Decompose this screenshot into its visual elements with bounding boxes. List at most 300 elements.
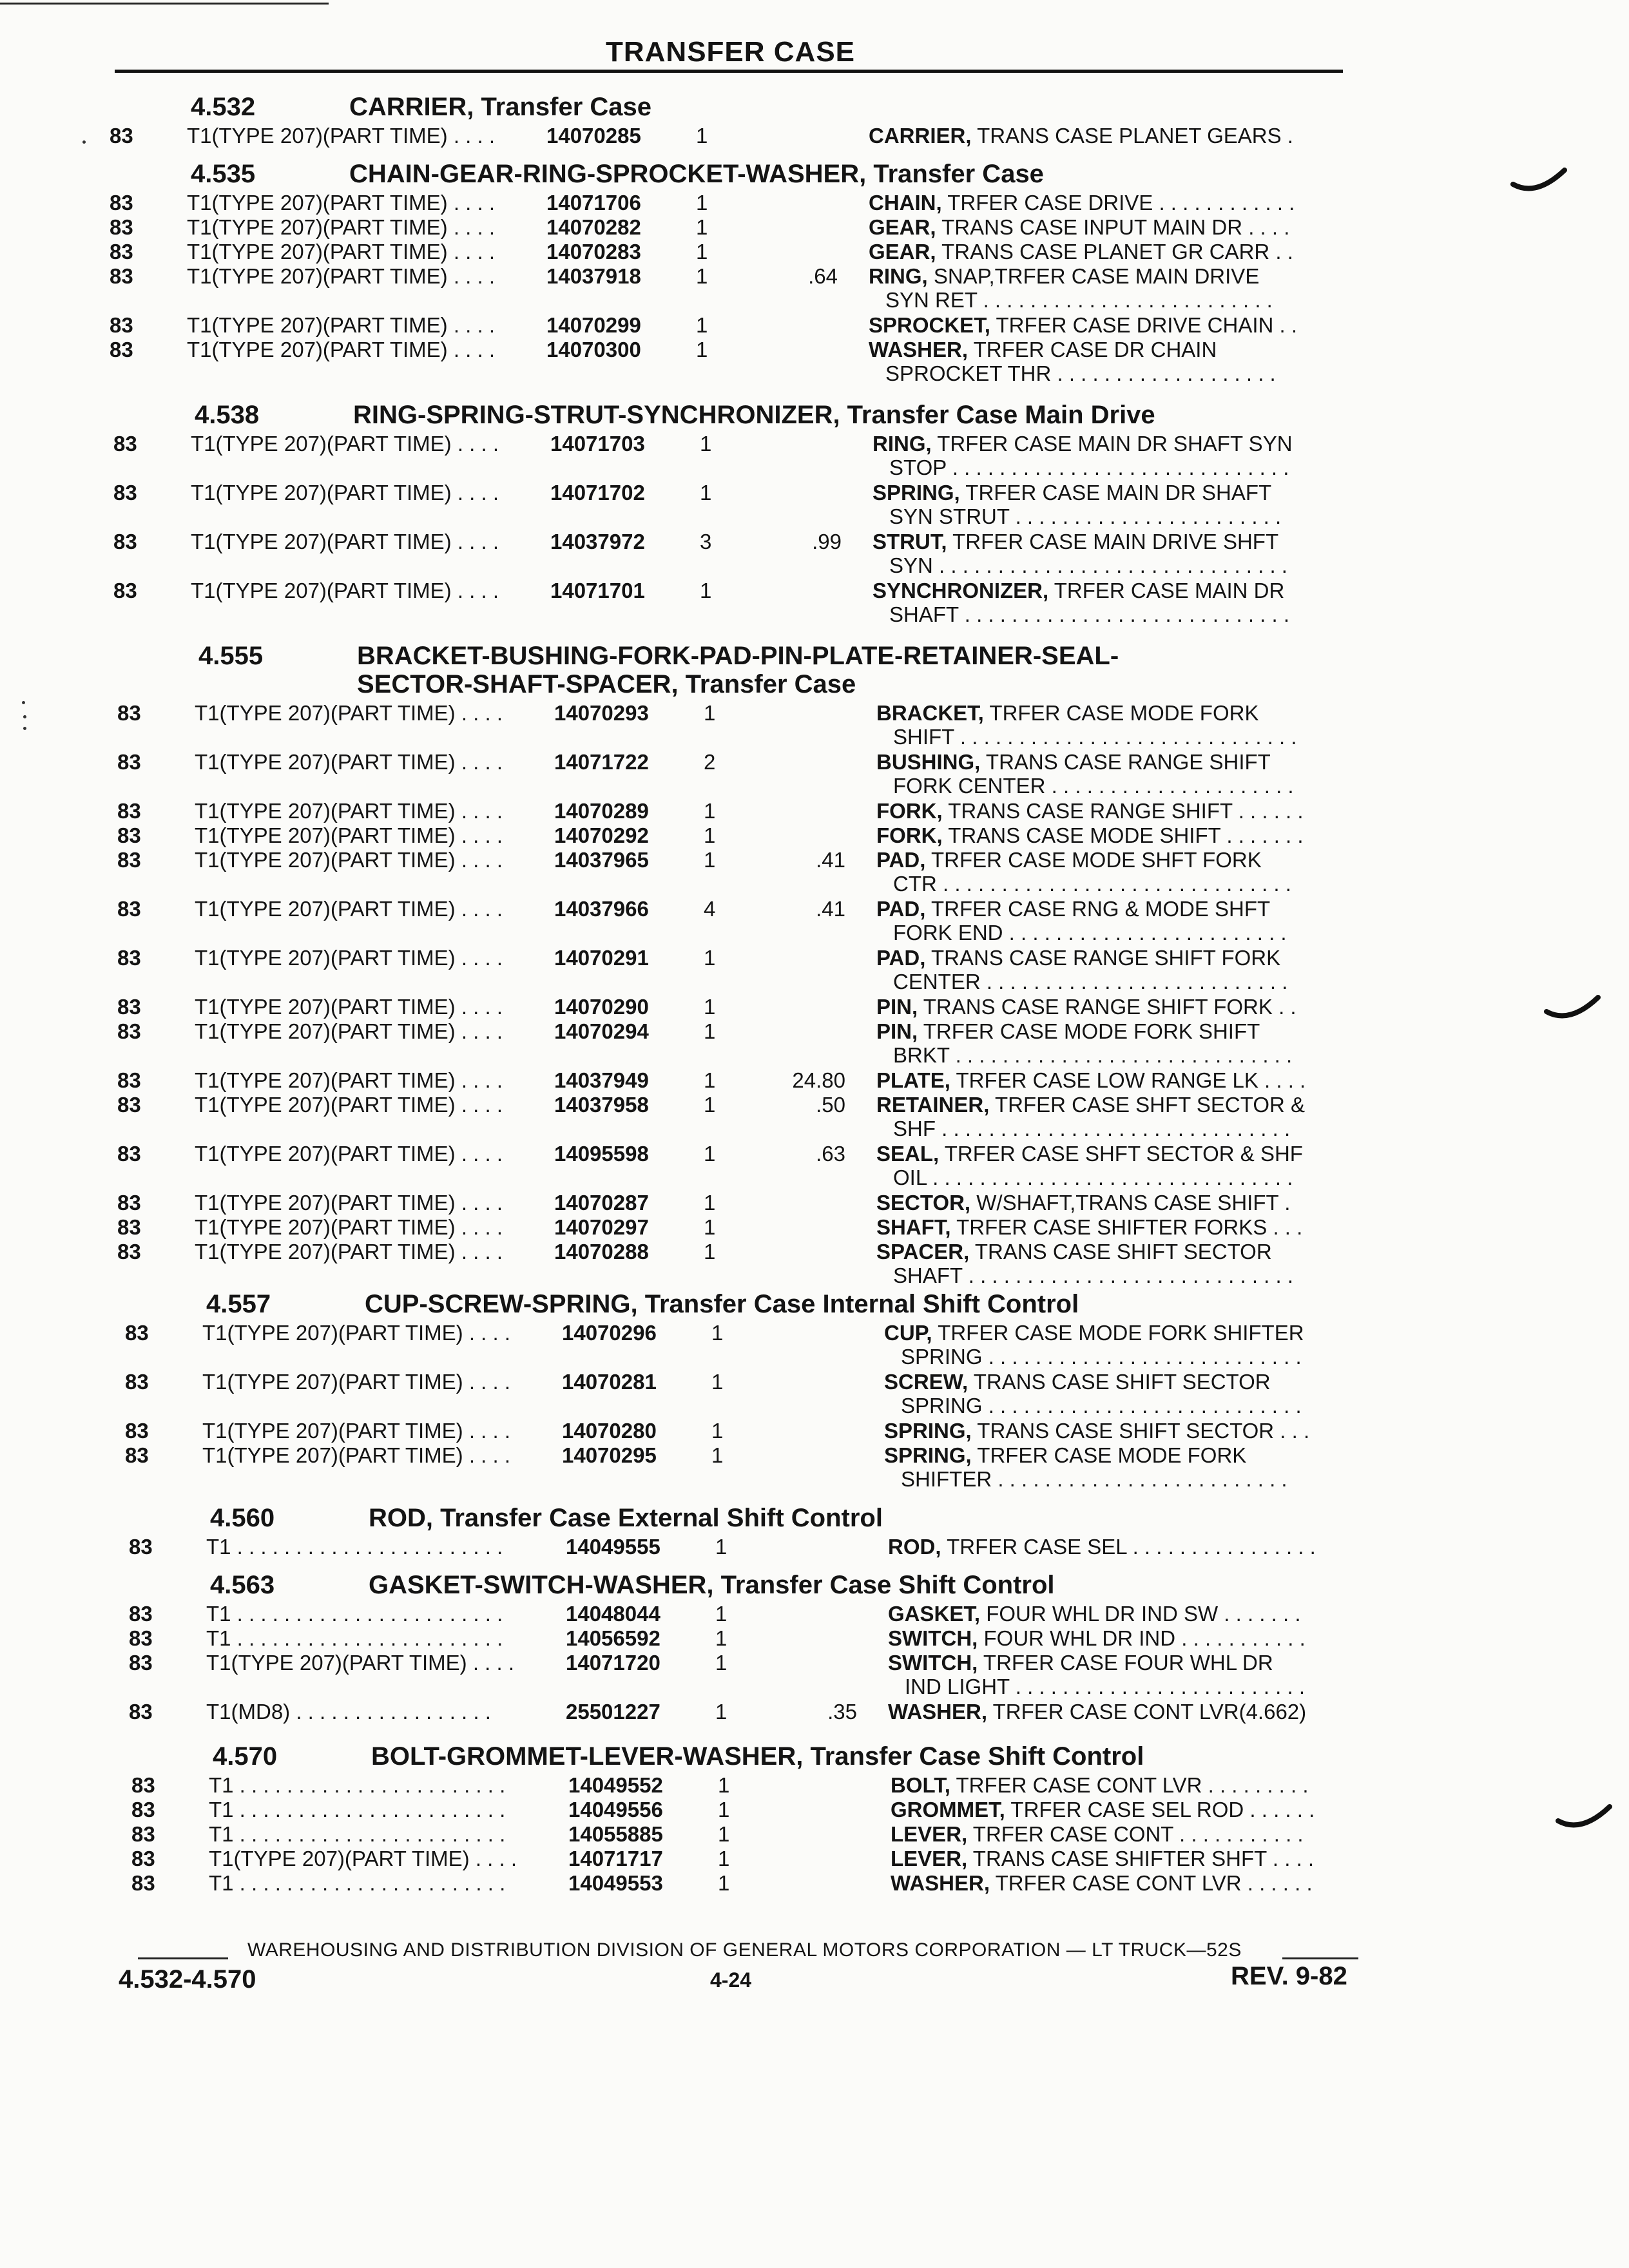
part-name: SPROCKET, [869,313,990,337]
part-name: GEAR, [869,215,936,239]
part-number: 14070287 [554,1191,649,1215]
part-description [891,1798,1369,1821]
quantity: 1 [696,240,708,264]
section-number: 4.560 [210,1504,275,1532]
quantity: 1 [696,124,708,148]
model-code: T1(TYPE 207)(PART TIME) . . . . [202,1321,511,1345]
quantity: 1 [700,579,712,602]
part-description-line1: TRANS CASE SHIFT SECTOR . . . [977,1419,1310,1443]
model-year: 83 [113,530,137,553]
part-name: PAD, [876,848,926,872]
part-description-line2: SHAFT . . . . . . . . . . . . . . . . . . . . . . . . . . . . [893,1264,1294,1287]
section-title: BOLT-GROMMET-LEVER-WASHER, Transfer Case Shift Control [371,1742,1144,1771]
quantity: 1 [696,191,708,215]
part-number: 14071717 [568,1847,663,1870]
part-description [876,799,1354,823]
model-year: 83 [117,946,141,970]
part-description [872,481,1351,505]
model-code: T1(TYPE 207)(PART TIME) . . . . [187,240,496,264]
part-description [888,1626,1366,1650]
model-code: T1(TYPE 207)(PART TIME) . . . . [195,750,503,774]
part-description [872,432,1351,456]
model-year: 83 [129,1651,153,1675]
quantity: 4 [704,897,716,921]
quantity: 1 [704,1068,716,1092]
unit-price: .64 [808,264,838,288]
section-number: 4.570 [213,1742,278,1771]
part-name: PIN, [876,1019,918,1043]
model-year: 83 [125,1443,149,1467]
part-description [876,1019,1354,1043]
part-description-line1: TRFER CASE CONT LVR . . . . . . [995,1871,1313,1895]
unit-price: 24.80 [792,1068,845,1092]
quantity: 1 [711,1443,724,1467]
model-code: T1 . . . . . . . . . . . . . . . . . . . . . . . [206,1535,503,1559]
model-code: T1(TYPE 207)(PART TIME) . . . . [187,313,496,337]
part-description [888,1700,1366,1724]
model-year: 83 [110,264,133,288]
part-description-line2: SPRING . . . . . . . . . . . . . . . . . . . . . . . . . . . [901,1345,1302,1369]
quantity: 1 [696,264,708,288]
part-description-line2: SPRING . . . . . . . . . . . . . . . . . . . . . . . . . . . [901,1394,1302,1418]
model-year: 83 [117,750,141,774]
quantity: 1 [704,1215,716,1239]
quantity: 1 [715,1535,728,1559]
model-code: T1 . . . . . . . . . . . . . . . . . . . . . . . [209,1822,506,1846]
quantity: 1 [718,1847,730,1870]
part-description-line1: TRFER CASE MAIN DRIVE SHFT [952,530,1279,553]
model-code: T1(TYPE 207)(PART TIME) . . . . [195,1019,503,1043]
quantity: 1 [704,995,716,1019]
quantity: 1 [715,1626,728,1650]
quantity: 1 [715,1700,728,1724]
part-description-line1: TRFER CASE MAIN DR SHAFT SYN [937,432,1293,456]
model-year: 83 [129,1535,153,1559]
check-mark-icon [1544,994,1602,1026]
quantity: 1 [711,1321,724,1345]
model-code: T1(TYPE 207)(PART TIME) . . . . [195,799,503,823]
section-title: CARRIER, Transfer Case [349,93,652,121]
part-number: 14037949 [554,1068,649,1092]
part-description-line1: TRFER CASE SEL ROD . . . . . . [1010,1798,1315,1821]
quantity: 1 [704,946,716,970]
part-name: GROMMET, [891,1798,1005,1821]
model-code: T1(TYPE 207)(PART TIME) . . . . [187,338,496,361]
part-number: 14070281 [562,1370,657,1394]
part-name: FORK, [876,823,943,847]
model-year: 83 [110,313,133,337]
model-code: T1(TYPE 207)(PART TIME) . . . . [202,1419,511,1443]
part-description-line1: TRFER CASE MODE SHFT FORK [930,848,1262,872]
part-number: 14070291 [554,946,649,970]
part-description-line1: FOUR WHL DR IND SW . . . . . . . [986,1602,1301,1626]
quantity: 1 [718,1822,730,1846]
model-year: 83 [131,1822,155,1846]
part-number: 14049555 [566,1535,660,1559]
part-number: 14071720 [566,1651,660,1675]
part-number: 14071706 [546,191,641,215]
part-description [876,946,1354,970]
quantity: 1 [711,1419,724,1443]
model-code: T1(TYPE 207)(PART TIME) . . . . [195,1142,503,1166]
part-number: 14071701 [550,579,645,602]
part-description-line1: TRANS CASE RANGE SHIFT [985,750,1271,774]
model-year: 83 [117,1068,141,1092]
quantity: 1 [696,338,708,361]
footer-section-range: 4.532-4.570 [119,1965,256,1994]
part-number: 14070297 [554,1215,649,1239]
model-code: T1 . . . . . . . . . . . . . . . . . . . . . . . [206,1626,503,1650]
part-description [876,1191,1354,1215]
part-number: 14070299 [546,313,641,337]
part-name: WASHER, [891,1871,990,1895]
quantity: 1 [711,1370,724,1394]
part-name: ROD, [888,1535,941,1559]
part-number: 14070288 [554,1240,649,1264]
section-number: 4.538 [195,401,260,429]
part-name: RING, [869,264,928,288]
unit-price: .35 [827,1700,857,1724]
model-year: 83 [117,848,141,872]
part-name: LEVER, [891,1847,968,1870]
part-description [876,1215,1354,1239]
part-description-line1: TRFER CASE DRIVE . . . . . . . . . . . . [947,191,1295,215]
part-name: CHAIN, [869,191,942,215]
part-description-line1: TRANS CASE PLANET GEARS . [977,124,1293,148]
part-number: 14070300 [546,338,641,361]
unit-price: .63 [816,1142,845,1166]
part-description [876,750,1354,774]
part-name: GASKET, [888,1602,981,1626]
part-number: 14048044 [566,1602,660,1626]
section-title: CHAIN-GEAR-RING-SPROCKET-WASHER, Transfer Case [349,160,1044,188]
part-description [888,1535,1366,1559]
part-description-line1: TRFER CASE MODE FORK SHIFT [923,1019,1260,1043]
part-description-line1: TRFER CASE CONT LVR(4.662) [992,1700,1307,1724]
quantity: 1 [700,481,712,505]
part-number: 14049556 [568,1798,663,1821]
model-year: 83 [117,1093,141,1117]
quantity: 3 [700,530,712,553]
part-description-line1: TRANS CASE SHIFT SECTOR [974,1240,1272,1264]
part-description [869,124,1347,148]
quantity: 1 [715,1651,728,1675]
part-description [869,313,1347,337]
part-name: BRACKET, [876,701,984,725]
part-description [884,1419,1362,1443]
model-year: 83 [117,1215,141,1239]
part-name: BUSHING, [876,750,981,774]
part-description [869,191,1347,215]
part-description [876,1068,1354,1092]
section-number: 4.532 [191,93,256,121]
model-year: 83 [113,432,137,456]
scan-speck [23,727,26,730]
part-description [876,701,1354,725]
model-code: T1(TYPE 207)(PART TIME) . . . . [195,1068,503,1092]
footer-page-number: 4-24 [710,1968,752,1992]
model-code: T1(TYPE 207)(PART TIME) . . . . [206,1651,515,1675]
section-title: RING-SPRING-STRUT-SYNCHRONIZER, Transfer Case Main Drive [353,401,1155,429]
part-number: 14070282 [546,215,641,239]
part-description-line2: SHF . . . . . . . . . . . . . . . . . . . . . . . . . . . . . . [893,1117,1291,1140]
unit-price: .99 [812,530,842,553]
part-description [876,823,1354,847]
footer-rule-right [1282,1957,1358,1959]
model-year: 83 [110,240,133,264]
model-code: T1(TYPE 207)(PART TIME) . . . . [202,1370,511,1394]
part-description [876,848,1354,872]
part-description-line2: CTR . . . . . . . . . . . . . . . . . . . . . . . . . . . . . . [893,872,1291,896]
top-edge-rule [0,3,329,5]
part-name: SEAL, [876,1142,940,1166]
part-name: PLATE, [876,1068,950,1092]
part-number: 14070280 [562,1419,657,1443]
part-description-line1: TRFER CASE SHFT SECTOR & [994,1093,1305,1117]
part-description-line1: TRFER CASE MAIN DR [1054,579,1285,602]
part-description-line1: TRFER CASE MODE FORK SHIFTER [938,1321,1304,1345]
part-name: LEVER, [891,1822,968,1846]
part-description-line1: TRANS CASE RANGE SHIFT FORK . . [923,995,1296,1019]
quantity: 1 [718,1798,730,1821]
part-description-line1: TRFER CASE RNG & MODE SHFT [930,897,1271,921]
part-name: PAD, [876,946,926,970]
model-code: T1(TYPE 207)(PART TIME) . . . . [191,481,499,505]
model-code: T1(TYPE 207)(PART TIME) . . . . [187,264,496,288]
model-year: 83 [110,215,133,239]
part-name: PAD, [876,897,926,921]
part-number: 14070293 [554,701,649,725]
part-description-line2: SPROCKET THR . . . . . . . . . . . . . . . . . . . [885,361,1276,385]
model-code: T1(TYPE 207)(PART TIME) . . . . [187,191,496,215]
part-description-line1: TRANS CASE PLANET GR CARR . . [941,240,1293,264]
part-name: PIN, [876,995,918,1019]
part-description-line2: BRKT . . . . . . . . . . . . . . . . . . . . . . . . . . . . . [893,1043,1293,1067]
part-description-line2: FORK END . . . . . . . . . . . . . . . . . . . . . . . . [893,921,1287,945]
model-year: 83 [117,1142,141,1166]
part-number: 14095598 [554,1142,649,1166]
quantity: 1 [704,1093,716,1117]
part-number: 14049552 [568,1773,663,1797]
part-description-line2: SHAFT . . . . . . . . . . . . . . . . . . . . . . . . . . . . [889,602,1290,626]
model-code: T1(TYPE 207)(PART TIME) . . . . [191,432,499,456]
model-year: 83 [110,191,133,215]
part-name: SWITCH, [888,1651,978,1675]
part-description [872,579,1351,602]
part-description-line2: SHIFTER . . . . . . . . . . . . . . . . . . . . . . . . . [901,1467,1287,1491]
part-description-line1: W/SHAFT,TRANS CASE SHIFT . [976,1191,1291,1215]
quantity: 1 [715,1602,728,1626]
part-description-line2: CENTER . . . . . . . . . . . . . . . . . . . . . . . . . . [893,970,1288,994]
section-title: GASKET-SWITCH-WASHER, Transfer Case Shift Control [369,1571,1055,1599]
part-description [869,264,1347,288]
model-year: 83 [129,1602,153,1626]
part-number: 14070290 [554,995,649,1019]
part-description-line1: TRFER CASE MODE FORK [989,701,1259,725]
part-number: 14070296 [562,1321,657,1345]
part-description-line1: TRFER CASE SEL . . . . . . . . . . . . . . . . [947,1535,1316,1559]
part-description [876,1240,1354,1264]
footer-revision: REV. 9-82 [1231,1962,1347,1990]
model-year: 83 [125,1419,149,1443]
quantity: 1 [704,823,716,847]
part-name: GEAR, [869,240,936,264]
part-description [876,1093,1354,1117]
section-title: CUP-SCREW-SPRING, Transfer Case Internal Shift Control [365,1290,1079,1318]
part-name: SWITCH, [888,1626,978,1650]
model-code: T1(TYPE 207)(PART TIME) . . . . [202,1443,511,1467]
part-number: 14037966 [554,897,649,921]
model-year: 83 [117,799,141,823]
part-number: 14070285 [546,124,641,148]
part-description [869,240,1347,264]
model-year: 83 [125,1321,149,1345]
part-description-line1: TRFER CASE DR CHAIN [973,338,1217,361]
part-number: 14055885 [568,1822,663,1846]
part-name: SPRING, [884,1443,972,1467]
model-year: 83 [117,823,141,847]
footer-division: WAREHOUSING AND DISTRIBUTION DIVISION OF GENERAL MOTORS CORPORATION — LT TRUCK—52S [247,1939,1242,1961]
model-year: 83 [117,1240,141,1264]
quantity: 1 [704,848,716,872]
section-title: ROD, Transfer Case External Shift Control [369,1504,883,1532]
part-number: 14070292 [554,823,649,847]
part-description-line1: TRANS CASE INPUT MAIN DR . . . . [941,215,1290,239]
part-description-line2: STOP . . . . . . . . . . . . . . . . . . . . . . . . . . . . . [889,456,1289,479]
part-description-line1: TRFER CASE DRIVE CHAIN . . [996,313,1298,337]
model-year: 83 [131,1871,155,1895]
part-name: SYNCHRONIZER, [872,579,1049,602]
model-year: 83 [131,1847,155,1870]
check-mark-icon [1556,1803,1614,1835]
model-year: 83 [110,338,133,361]
part-description-line1: TRFER CASE MODE FORK [977,1443,1247,1467]
model-code: T1(TYPE 207)(PART TIME) . . . . [195,823,503,847]
part-number: 14037958 [554,1093,649,1117]
model-code: T1(MD8) . . . . . . . . . . . . . . . . . [206,1700,491,1724]
scan-speck [82,140,86,144]
model-code: T1(TYPE 207)(PART TIME) . . . . [187,124,496,148]
part-description-line2: SYN STRUT . . . . . . . . . . . . . . . . . . . . . . . [889,505,1282,528]
model-year: 83 [117,995,141,1019]
model-year: 83 [117,1191,141,1215]
part-number: 14070295 [562,1443,657,1467]
part-number: 14070289 [554,799,649,823]
part-number: 14071703 [550,432,645,456]
part-description-line1: TRANS CASE RANGE SHIFT . . . . . . [948,799,1304,823]
page-title: TRANSFER CASE [606,36,856,68]
part-number: 14037918 [546,264,641,288]
part-description [888,1651,1366,1675]
quantity: 1 [718,1773,730,1797]
part-description-line1: TRFER CASE CONT LVR . . . . . . . . . [956,1773,1309,1797]
part-description [876,897,1354,921]
model-code: T1(TYPE 207)(PART TIME) . . . . [195,1191,503,1215]
model-year: 83 [129,1700,153,1724]
model-year: 83 [131,1798,155,1821]
quantity: 1 [704,1191,716,1215]
footer-rule-left [138,1957,228,1959]
model-code: T1(TYPE 207)(PART TIME) . . . . [195,897,503,921]
model-code: T1(TYPE 207)(PART TIME) . . . . [195,946,503,970]
part-description-line1: TRANS CASE MODE SHIFT . . . . . . . [948,823,1304,847]
part-description [888,1602,1366,1626]
part-description-line2: IND LIGHT . . . . . . . . . . . . . . . . . . . . . . . . . [905,1675,1306,1698]
part-name: SCREW, [884,1370,969,1394]
part-description [891,1847,1369,1870]
part-description [884,1370,1362,1394]
part-name: SPRING, [884,1419,972,1443]
model-year: 83 [117,701,141,725]
unit-price: .50 [816,1093,845,1117]
part-description [891,1871,1369,1895]
part-description [891,1822,1369,1846]
part-name: SPRING, [872,481,960,505]
title-rule [115,70,1343,73]
part-description-line1: SNAP,TRFER CASE MAIN DRIVE [933,264,1260,288]
model-code: T1(TYPE 207)(PART TIME) . . . . [209,1847,517,1870]
part-description [884,1321,1362,1345]
unit-price: .41 [816,848,845,872]
part-number: 14056592 [566,1626,660,1650]
part-name: BOLT, [891,1773,950,1797]
part-description-line2: SHIFT . . . . . . . . . . . . . . . . . . . . . . . . . . . . . [893,725,1297,749]
part-number: 14070283 [546,240,641,264]
model-year: 83 [129,1626,153,1650]
part-description-line1: TRFER CASE FOUR WHL DR [983,1651,1273,1675]
part-description-line1: TRANS CASE SHIFTER SHFT . . . . [972,1847,1315,1870]
part-number: 14049553 [568,1871,663,1895]
part-description-line2: OIL . . . . . . . . . . . . . . . . . . . . . . . . . . . . . . . [893,1166,1293,1189]
part-description [869,338,1347,361]
part-description [876,995,1354,1019]
unit-price: .41 [816,897,845,921]
part-description [891,1773,1369,1797]
model-code: T1(TYPE 207)(PART TIME) . . . . [195,701,503,725]
model-code: T1 . . . . . . . . . . . . . . . . . . . . . . . [209,1798,506,1821]
part-description-line1: TRANS CASE RANGE SHIFT FORK [930,946,1281,970]
model-code: T1(TYPE 207)(PART TIME) . . . . [191,579,499,602]
part-description [876,1142,1354,1166]
part-number: 14071722 [554,750,649,774]
part-name: WASHER, [888,1700,988,1724]
part-description-line2: FORK CENTER . . . . . . . . . . . . . . . . . . . . . [893,774,1294,798]
section-number: 4.563 [210,1571,275,1599]
part-name: STRUT, [872,530,947,553]
part-number: 25501227 [566,1700,660,1724]
part-name: SHAFT, [876,1215,951,1239]
part-description-line2: SYN . . . . . . . . . . . . . . . . . . . . . . . . . . . . . . [889,553,1287,577]
model-year: 83 [117,1019,141,1043]
part-description-line1: TRFER CASE CONT . . . . . . . . . . . [972,1822,1304,1846]
part-description-line1: FOUR WHL DR IND . . . . . . . . . . . [983,1626,1306,1650]
part-description [872,530,1351,553]
model-code: T1(TYPE 207)(PART TIME) . . . . [187,215,496,239]
part-number: 14037972 [550,530,645,553]
part-description-line1: TRFER CASE MAIN DR SHAFT [965,481,1272,505]
model-code: T1 . . . . . . . . . . . . . . . . . . . . . . . [209,1773,506,1797]
part-name: SPACER, [876,1240,970,1264]
scan-speck [23,715,26,718]
model-code: T1(TYPE 207)(PART TIME) . . . . [195,1215,503,1239]
model-code: T1 . . . . . . . . . . . . . . . . . . . . . . . [209,1871,506,1895]
model-code: T1 . . . . . . . . . . . . . . . . . . . . . . . [206,1602,503,1626]
quantity: 1 [718,1871,730,1895]
part-name: FORK, [876,799,943,823]
model-code: T1(TYPE 207)(PART TIME) . . . . [195,1240,503,1264]
part-description-line1: TRFER CASE SHIFTER FORKS . . . [956,1215,1303,1239]
quantity: 1 [700,432,712,456]
